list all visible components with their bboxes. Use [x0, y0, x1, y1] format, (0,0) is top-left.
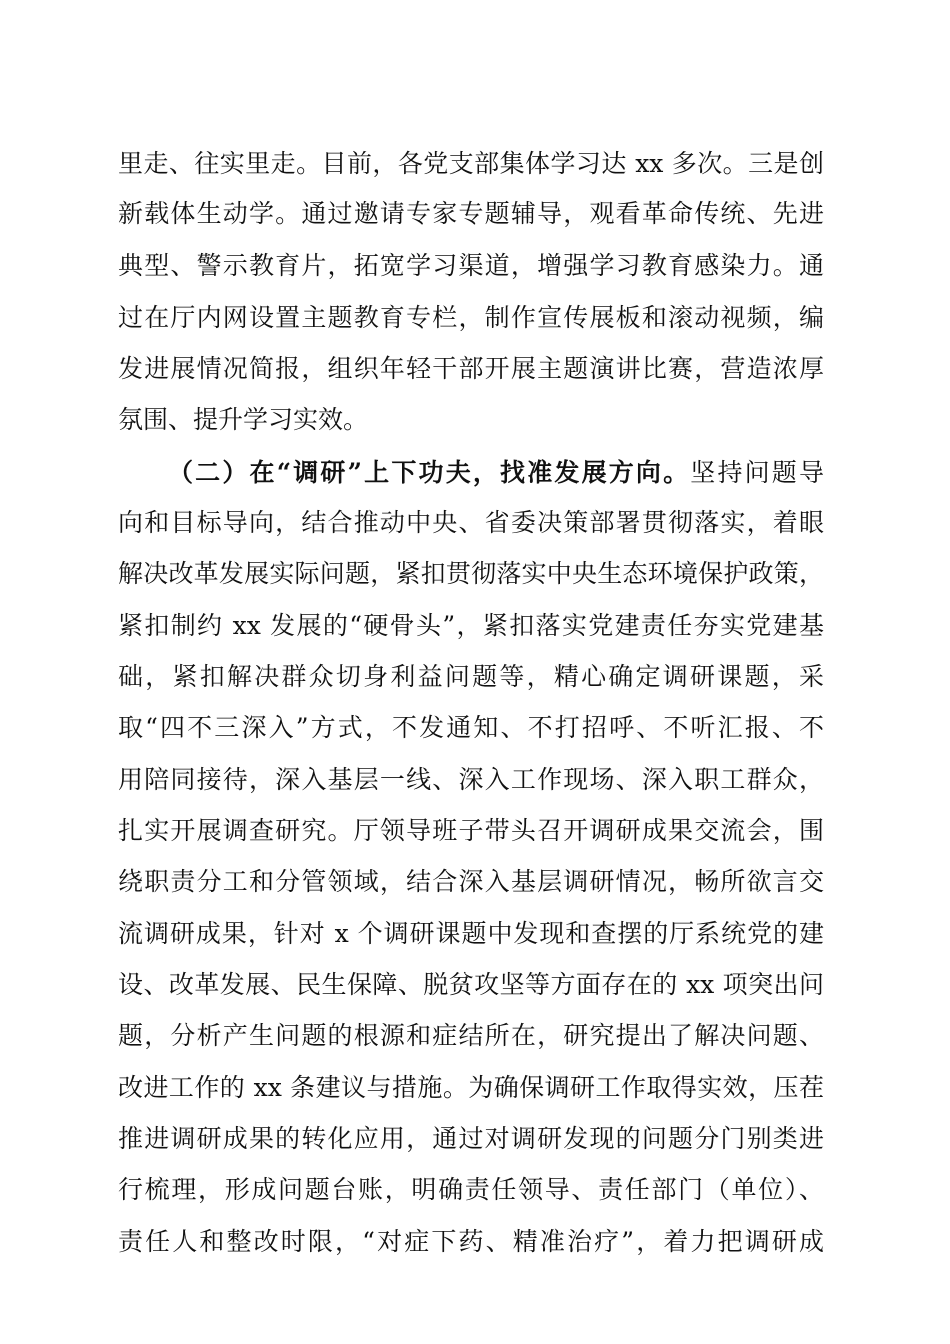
text-line: 发进展情况简报，组织年轻干部开展主题演讲比赛，营造浓厚 — [118, 354, 824, 383]
section-heading-line — [168, 455, 824, 491]
section-heading: （二）在“调研”上下功夫，找准发展方向。 — [168, 458, 691, 487]
text-line: 础，紧扣解决群众切身利益问题等，精心确定调研课题，采 — [118, 662, 824, 691]
text-line: 题，分析产生问题的根源和症结所在，研究提出了解决问题、 — [118, 1021, 824, 1050]
text-line: 设、改革发展、民生保障、脱贫攻坚等方面存在的 xx 项突出问 — [118, 970, 824, 999]
text-line: 改进工作的 xx 条建议与措施。为确保调研工作取得实效，压茬 — [118, 1073, 824, 1102]
text-line: 绕职责分工和分管领域，结合深入基层调研情况，畅所欲言交 — [118, 867, 824, 896]
text-line: 行梳理，形成问题台账，明确责任领导、责任部门（单位）、 — [118, 1175, 824, 1204]
text-line: 氛围、提升学习实效。 — [118, 405, 369, 434]
text-line: 新载体生动学。通过邀请专家专题辅导，观看革命传统、先进 — [118, 199, 824, 228]
text-line: 扎实开展调查研究。厅领导班子带头召开调研成果交流会，围 — [118, 816, 824, 845]
text-line: 紧扣制约 xx 发展的“硬骨头”，紧扣落实党建责任夯实党建基 — [118, 611, 824, 640]
text-line: 责任人和整改时限，“对症下药、精准治疗”，着力把调研成 — [118, 1227, 824, 1256]
text-line: 过在厅内网设置主题教育专栏，制作宣传展板和滚动视频，编 — [118, 303, 824, 332]
text-line: 向和目标导向，结合推动中央、省委决策部署贯彻落实，着眼 — [118, 508, 824, 537]
heading-line-rest: 坚持问题导 — [690, 458, 824, 487]
text-line: 典型、警示教育片，拓宽学习渠道，增强学习教育感染力。通 — [118, 251, 824, 280]
text-line: 推进调研成果的转化应用，通过对调研发现的问题分门别类进 — [118, 1124, 824, 1153]
text-line: 解决改革发展实际问题，紧扣贯彻落实中央生态环境保护政策， — [118, 559, 824, 588]
text-line: 流调研成果，针对 x 个调研课题中发现和查摆的厅系统党的建 — [118, 919, 824, 948]
text-line: 取“四不三深入”方式，不发通知、不打招呼、不听汇报、不 — [118, 713, 824, 742]
text-line: 用陪同接待，深入基层一线、深入工作现场、深入职工群众， — [118, 765, 824, 794]
text-line: 里走、往实里走。目前，各党支部集体学习达 xx 多次。三是创 — [118, 149, 824, 178]
